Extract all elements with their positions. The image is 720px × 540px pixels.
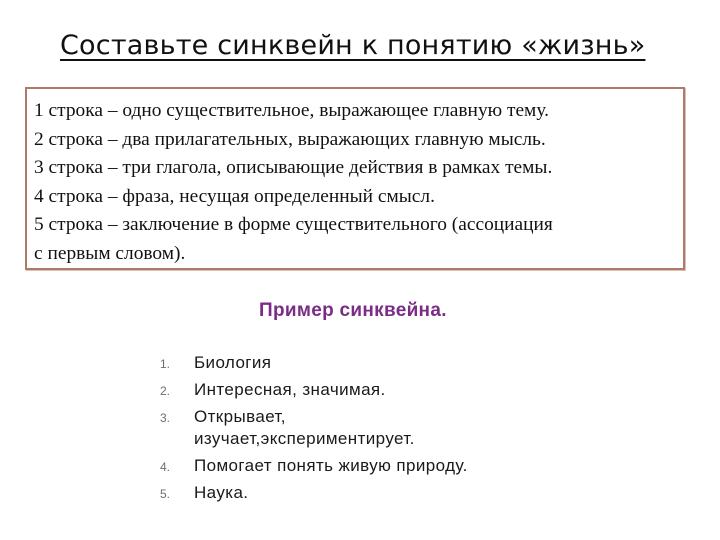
example-item-3 <box>150 406 670 450</box>
example-item-4 <box>150 455 670 477</box>
rule-line-5-continuation: с первым словом). <box>34 242 186 264</box>
example-item-text: Интересная, значимая. <box>194 380 386 399</box>
example-item-number: 5. <box>160 487 171 501</box>
rules-box <box>25 87 685 270</box>
rule-line-4: 4 строка – фраза, несущая определенный смысл. <box>34 185 435 207</box>
example-item-text: Биология <box>194 353 272 372</box>
rule-line-3: 3 строка – три глагола, описывающие действия в рамках темы. <box>34 157 553 178</box>
example-heading: Пример синквейна. <box>259 300 447 321</box>
example-item-number: 2. <box>160 384 171 398</box>
example-item-5 <box>150 482 670 504</box>
example-item-2 <box>150 379 670 401</box>
example-item-number: 3. <box>160 411 171 425</box>
example-item-number: 4. <box>160 460 171 474</box>
rule-line-2: 2 строка – два прилагательных, выражающих главную мысль. <box>34 128 546 150</box>
example-list <box>150 352 670 509</box>
example-item-text: Наука. <box>194 483 249 502</box>
example-item-1 <box>150 352 670 374</box>
slide-title: Составьте синквейн к понятию «жизнь» <box>60 30 646 61</box>
rule-line-5: 5 строка – заключение в форме существительного (ассоциация <box>34 214 553 235</box>
example-item-number: 1. <box>160 357 171 371</box>
rule-line-1: 1 строка – одно существительное, выражающее главную тему. <box>34 100 549 121</box>
example-item-text: Открывает, изучает,экспериментирует. <box>194 407 415 448</box>
example-item-text: Помогает понять живую природу. <box>194 456 468 475</box>
